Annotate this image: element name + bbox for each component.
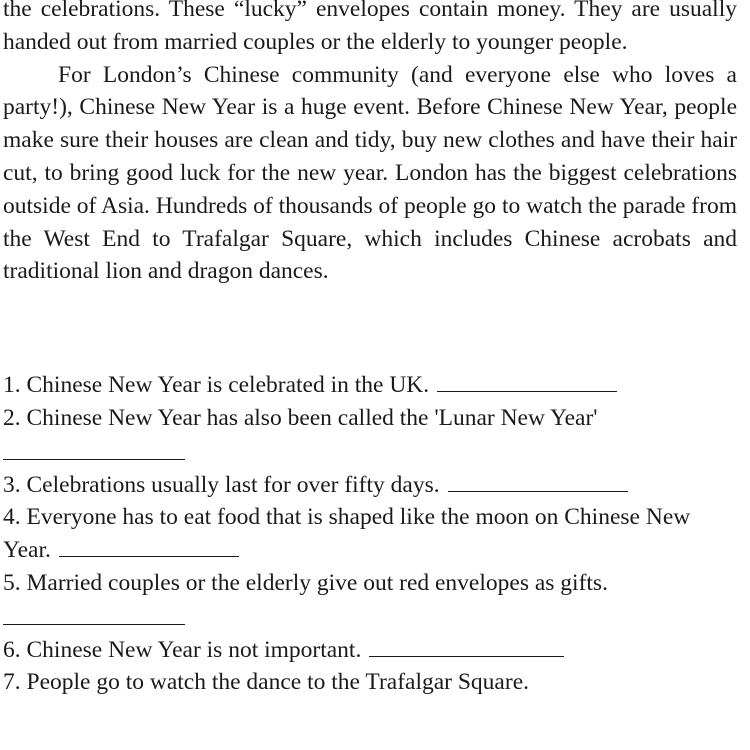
question-5-text: 5. Married couples or the elderly give out red envelopes as gifts.: [3, 569, 608, 596]
passage-paragraph-1: the celebrations. These “lucky” envelopes contain money. They are usually handed out from married couples or the elderly to younger people.: [3, 0, 737, 55]
question-4: [0, 501, 693, 567]
answer-blank-2[interactable]: [3, 435, 185, 460]
question-1-text: 1. Chinese New Year is celebrated in the UK.: [3, 372, 430, 399]
question-4-text: 4. Everyone has to eat food that is shaped like the moon on Chinese New Year.: [3, 504, 691, 564]
answer-blank-1[interactable]: [437, 371, 617, 392]
question-1: [0, 369, 750, 402]
question-list: [0, 369, 750, 699]
question-7-text: 7. People go to watch the dance to the Trafalgar Square.: [3, 669, 529, 696]
question-5: [0, 567, 750, 600]
question-3-text: 3. Celebrations usually last for over fifty days.: [3, 471, 440, 498]
question-2: [0, 402, 750, 435]
passage-paragraph-2: For London’s Chinese community (and everyone else who loves a party!), Chinese New Year is a huge event. Before Chinese New Year, people make sure their houses are clean and tidy, buy new clothes and have their hair cut, to bring good luck for the new year. London has the biggest celebrations outside of Asia. Hundreds of thousands of people go to watch the parade from the West End to Trafalgar Square, which includes Chinese acrobats and traditional lion and dragon dances.: [3, 61, 737, 285]
answer-blank-3[interactable]: [448, 471, 628, 492]
answer-blank-5[interactable]: [3, 600, 185, 625]
question-3: [0, 469, 750, 502]
section-gap: [0, 288, 750, 369]
question-6: [0, 634, 750, 667]
answer-blank-4[interactable]: [59, 536, 239, 557]
question-7: [0, 666, 750, 699]
question-6-text: 6. Chinese New Year is not important.: [3, 636, 362, 663]
answer-blank-6[interactable]: [369, 636, 564, 657]
question-2-text: 2. Chinese New Year has also been called the 'Lunar New Year': [3, 404, 598, 431]
